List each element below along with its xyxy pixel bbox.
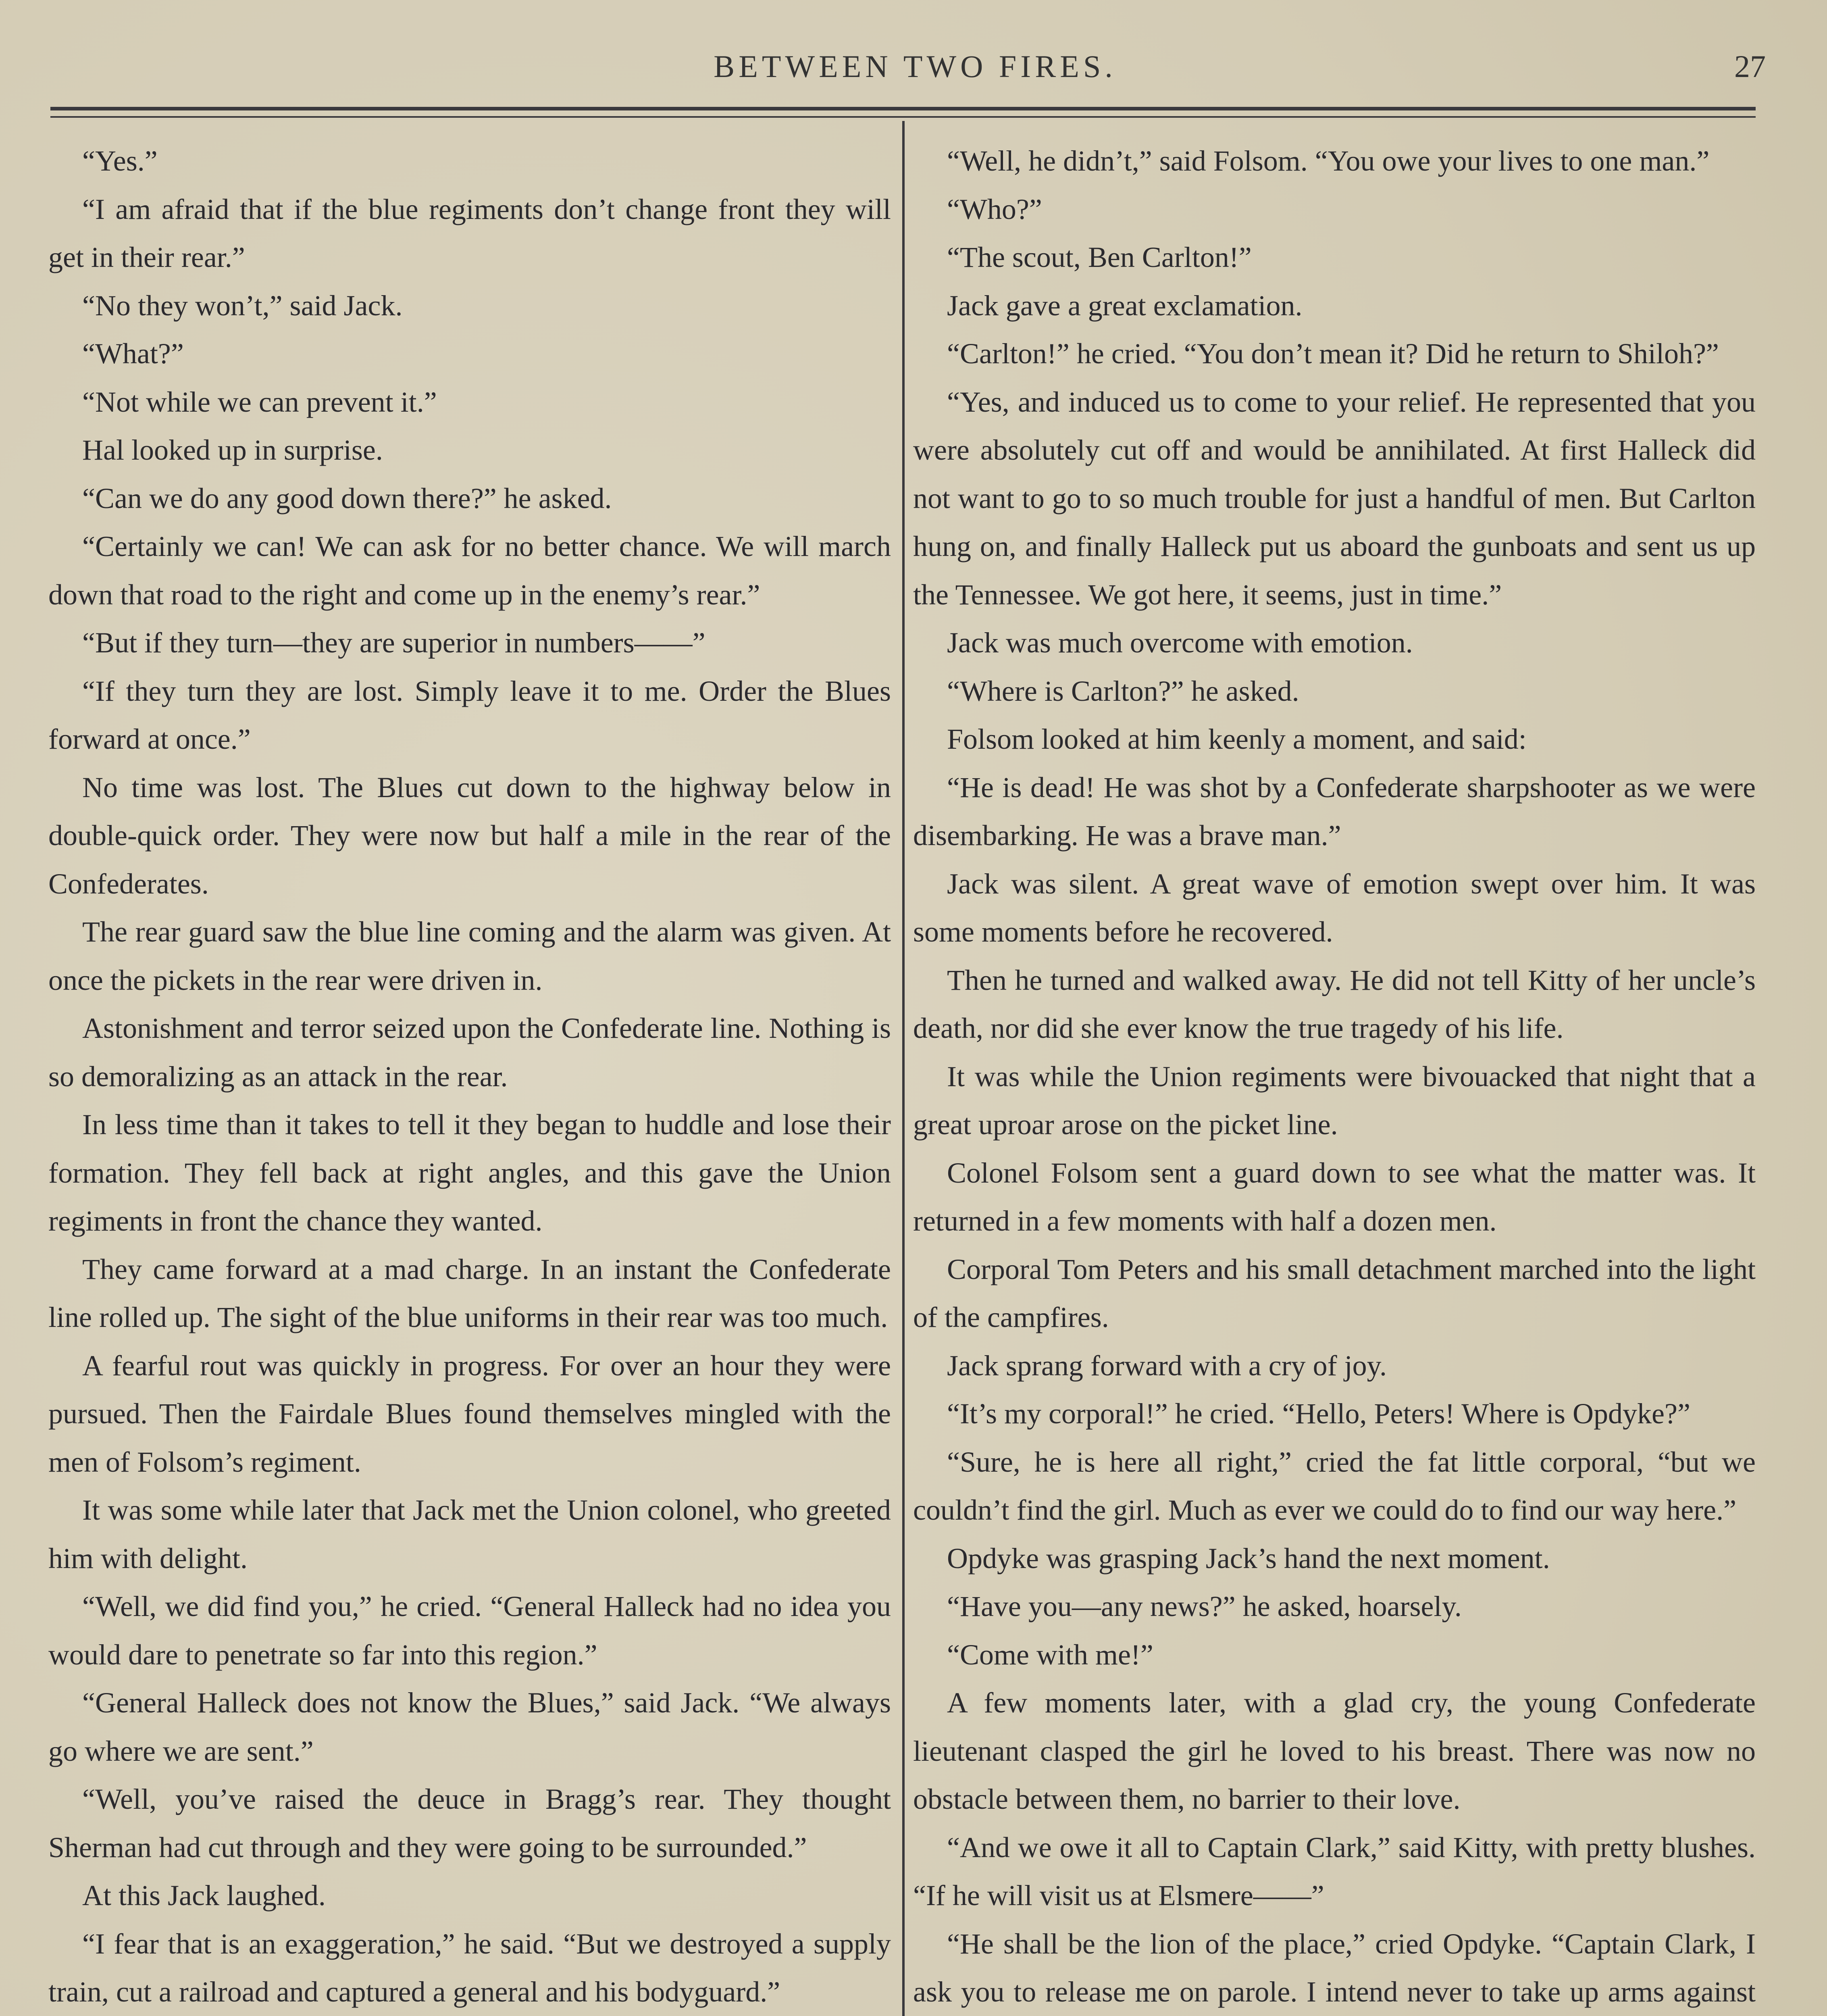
paragraph: “Yes, and induced us to come to your relief. He represented that you were absolutely cut off and would be annihilated. At first Halleck did not want to go to so much trouble for just a handful of men. But Carlton hung on, and finally Halleck put us aboard the gunboats and sent us up the Tennessee. We got here, it seems, just in time.” xyxy=(913,385,1756,611)
header-rule xyxy=(50,107,1756,110)
paragraph: “Carlton!” he cried. “You don’t mean it? Did he return to Shiloh?” xyxy=(947,337,1719,370)
paragraph: Folsom looked at him keenly a moment, and said: xyxy=(947,723,1527,755)
paragraph: Jack sprang forward with a cry of joy. xyxy=(947,1349,1387,1382)
paragraph: A fearful rout was quickly in progress. For over an hour they were pursued. Then the Fairdale Blues found themselves mingled with the men of Folsom’s regiment. xyxy=(48,1349,891,1478)
paragraph: A few moments later, with a glad cry, the young Confederate lieutenant clasped the girl he loved to his breast. There was now no obstacle between them, no barrier to their love. xyxy=(913,1687,1756,1815)
paragraph: “Where is Carlton?” he asked. xyxy=(947,675,1299,707)
paragraph: Astonishment and terror seized upon the Confederate line. Nothing is so demoralizing as an attack in the rear. xyxy=(48,1012,891,1093)
paragraph: It was while the Union regiments were bivouacked that night that a great uproar arose on the picket line. xyxy=(913,1060,1756,1141)
paragraph: At this Jack laughed. xyxy=(82,1879,326,1912)
column-divider xyxy=(902,121,905,2016)
paragraph: Corporal Tom Peters and his small detachment marched into the light of the campfires. xyxy=(913,1253,1756,1333)
paragraph: Hal looked up in surprise. xyxy=(82,434,383,466)
paragraph: “It’s my corporal!” he cried. “Hello, Peters! Where is Opdyke?” xyxy=(947,1397,1690,1430)
paragraph: “The scout, Ben Carlton!” xyxy=(947,241,1252,273)
paragraph: “And we owe it all to Captain Clark,” said Kitty, with pretty blushes. “If he will visit us at Elsmere——” xyxy=(913,1831,1756,1912)
paragraph: “Well, we did find you,” he cried. “General Halleck had no idea you would dare to penetrate so far into this region.” xyxy=(48,1590,891,1671)
paragraph: “Have you—any news?” he asked, hoarsely. xyxy=(947,1590,1462,1622)
paragraph: “Can we do any good down there?” he asked. xyxy=(82,482,612,514)
running-title: BETWEEN TWO FIRES. xyxy=(714,49,1117,84)
paragraph: Opdyke was grasping Jack’s hand the next moment. xyxy=(947,1542,1550,1574)
page-header xyxy=(48,44,1782,97)
paragraph: “I am afraid that if the blue regiments don’t change front they will get in their rear.” xyxy=(48,193,891,273)
paragraph: “Well, he didn’t,” said Folsom. “You owe your lives to one man.” xyxy=(947,145,1710,177)
paragraph: “Well, you’ve raised the deuce in Bragg’s rear. They thought Sherman had cut through and they were going to be surrounded.” xyxy=(48,1783,891,1864)
page-number: 27 xyxy=(1734,49,1766,84)
paragraph: Colonel Folsom sent a guard down to see what the matter was. It returned in a few moments with half a dozen men. xyxy=(913,1156,1756,1237)
paragraph: They came forward at a mad charge. In an instant the Confederate line rolled up. The sight of the blue uniforms in their rear was too much. xyxy=(48,1253,891,1333)
paragraph: “Certainly we can! We can ask for no better chance. We will march down that road to the right and come up in the enemy’s rear.” xyxy=(48,530,891,611)
paragraph: “He shall be the lion of the place,” cried Opdyke. “Captain Clark, I ask you to release me on parole. I intend never to take up arms against xyxy=(913,1927,1756,2008)
paragraph: It was some while later that Jack met the Union colonel, who greeted him with delight. xyxy=(48,1494,891,1574)
right-text-column xyxy=(913,137,1756,2016)
paragraph: “General Halleck does not know the Blues,” said Jack. “We always go where we are sent.” xyxy=(48,1687,891,1767)
paragraph: The rear guard saw the blue line coming and the alarm was given. At once the pickets in the rear were driven in. xyxy=(48,916,891,996)
paragraph: Then he turned and walked away. He did not tell Kitty of her uncle’s death, nor did she ever know the true tragedy of his life. xyxy=(913,964,1756,1044)
paragraph: “But if they turn—they are superior in numbers——” xyxy=(82,627,705,659)
left-text-column xyxy=(48,137,891,2016)
paragraph: “Come with me!” xyxy=(947,1638,1153,1671)
paragraph: “If they turn they are lost. Simply leave it to me. Order the Blues forward at once.” xyxy=(48,675,891,755)
header-rule-thin xyxy=(50,116,1756,118)
paragraph: Jack gave a great exclamation. xyxy=(947,289,1303,322)
paragraph: No time was lost. The Blues cut down to the highway below in double-quick order. They were now but half a mile in the rear of the Confederates. xyxy=(48,771,891,900)
paragraph: “I fear that is an exaggeration,” he said. “But we destroyed a supply train, cut a railroad and captured a general and his bodyguard.” xyxy=(48,1927,891,2008)
paragraph: “No they won’t,” said Jack. xyxy=(82,289,403,322)
paragraph: “He is dead! He was shot by a Confederate sharpshooter as we were disembarking. He was a brave man.” xyxy=(913,771,1756,852)
paragraph: In less time than it takes to tell it they began to huddle and lose their formation. They fell back at right angles, and this gave the Union regiments in front the chance they wanted. xyxy=(48,1108,891,1237)
paragraph: “What?” xyxy=(82,337,184,370)
paragraph: Jack was much overcome with emotion. xyxy=(947,627,1413,659)
paragraph: Jack was silent. A great wave of emotion swept over him. It was some moments before he recovered. xyxy=(913,867,1756,948)
paragraph: “Not while we can prevent it.” xyxy=(82,385,437,418)
paragraph: “Sure, he is here all right,” cried the fat little corporal, “but we couldn’t find the girl. Much as ever we could do to find our way here.” xyxy=(913,1445,1756,1526)
paragraph: “Yes.” xyxy=(82,145,158,177)
paragraph: “Who?” xyxy=(947,193,1042,225)
